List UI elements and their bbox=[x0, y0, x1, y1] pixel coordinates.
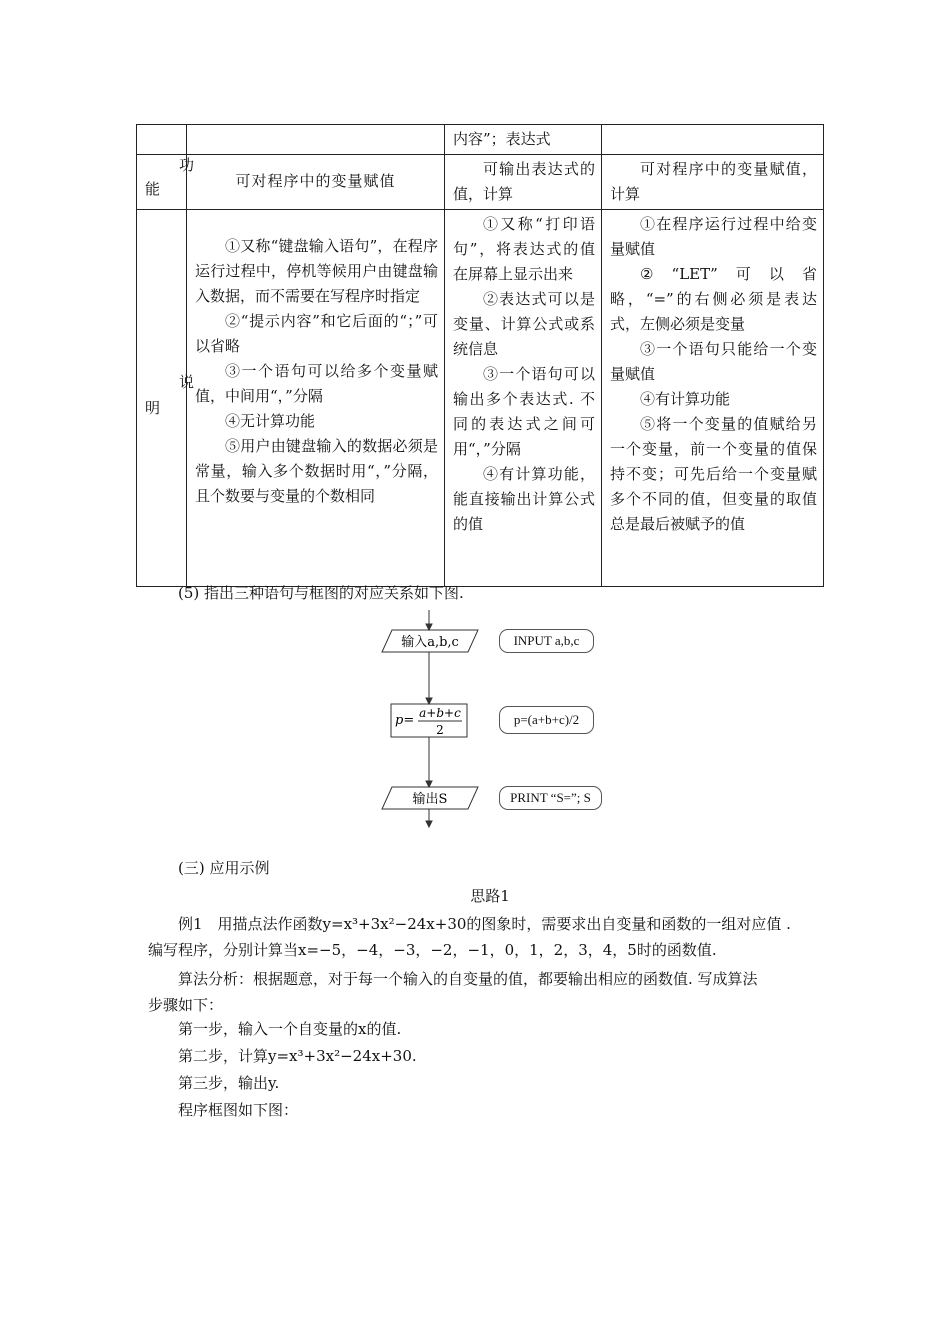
note-item: ①又称“键盘输入语句”，在程序运行过程中，停机等候用户由键盘输入数据，而不需要在写程序时指定 bbox=[195, 237, 438, 305]
example-line: 例1 用描点法作函数y=x³+3x²−24x+30的图象时，需要求出自变量和函数的一组对应值 . bbox=[178, 915, 791, 933]
input-code-box bbox=[499, 629, 594, 653]
table-cell bbox=[445, 125, 602, 155]
note-item: ①在程序运行过程中给变量赋值 bbox=[610, 215, 817, 258]
arrow-head bbox=[426, 698, 432, 704]
example-line: 编写程序，分别计算当x=−5，−4，−3，−2，−1，0，1，2，3，4，5时的函数值. bbox=[148, 941, 717, 959]
note-item: ⑤将一个变量的值赋给另一个变量，前一个变量的值保持不变；可先后给一个变量赋多个不同的值，但变量的取值总是最后被赋予的值 bbox=[610, 415, 817, 533]
assign-lhs: p= bbox=[395, 713, 415, 728]
row-label-char: 功 bbox=[179, 156, 195, 174]
table-cell bbox=[187, 125, 445, 155]
note-item: ①又称“打印语句”，将表达式的值在屏幕上显示出来 bbox=[453, 215, 595, 283]
step-line: 第三步，输出y. bbox=[178, 1074, 280, 1092]
table-cell bbox=[445, 210, 602, 587]
note-item: ③一个语句可以给多个变量赋值，中间用“，”分隔 bbox=[195, 362, 438, 405]
cell-text: 内容”；表达式 bbox=[453, 130, 551, 148]
note-item: ②“提示内容”和它后面的“；”可以省略 bbox=[195, 312, 438, 355]
arrow-head bbox=[426, 781, 432, 787]
output-code-text: PRINT “S=”; S bbox=[510, 790, 591, 805]
cell-text: 可输出表达式的值，计算 bbox=[453, 160, 595, 203]
assign-code-text: p=(a+b+c)/2 bbox=[513, 712, 580, 727]
assign-denominator: 2 bbox=[436, 723, 444, 737]
row-label-char: 能 bbox=[145, 180, 161, 198]
input-code-text: INPUT a,b,c bbox=[513, 633, 580, 648]
table-cell bbox=[137, 125, 187, 155]
arrow-head bbox=[426, 624, 432, 630]
statement-comparison-table bbox=[136, 124, 824, 587]
assign-code-box bbox=[499, 706, 594, 734]
note-item: ④无计算功能 bbox=[225, 412, 316, 430]
table-cell bbox=[187, 210, 445, 587]
table-cell bbox=[602, 125, 824, 155]
note-item: ④有计算功能 bbox=[640, 390, 731, 408]
table-cell bbox=[602, 155, 824, 210]
row-label-char: 说 bbox=[179, 373, 195, 391]
note-item: ③一个语句只能给一个变量赋值 bbox=[610, 340, 817, 383]
figure-caption: (5) 指出三种语句与框图的对应关系如下图. bbox=[178, 584, 464, 602]
row-label-cell bbox=[137, 210, 195, 587]
note-item: ③一个语句可以输出多个表达式. 不同的表达式之间可用“，”分隔 bbox=[453, 365, 595, 458]
arrow-head bbox=[426, 821, 432, 827]
note-item: ⑤用户由键盘输入的数据必须是常量，输入多个数据时用“，”分隔，且个数要与变量的个数相同 bbox=[195, 437, 438, 505]
note-item: ②“LET”可以省略，“=”的右侧必须是表达式，左侧必须是变量 bbox=[610, 265, 817, 333]
output-box-label: 输出S bbox=[412, 792, 448, 807]
input-box-label: 输入a,b,c bbox=[401, 635, 459, 650]
subtitle: 思路1 bbox=[470, 887, 510, 905]
table-cell bbox=[187, 155, 445, 210]
step-line: 第一步，输入一个自变量的x的值. bbox=[178, 1020, 402, 1038]
cell-text: 可对程序中的变量赋值 bbox=[235, 172, 396, 190]
example-line: 步骤如下： bbox=[148, 996, 224, 1014]
table-row bbox=[137, 210, 824, 587]
table-cell bbox=[602, 210, 824, 587]
closing-line: 程序框图如下图： bbox=[178, 1101, 299, 1119]
step-line: 第二步，计算y=x³+3x²−24x+30. bbox=[178, 1047, 417, 1065]
row-label-cell bbox=[137, 155, 195, 210]
cell-text: 可对程序中的变量赋值，计算 bbox=[610, 160, 817, 203]
example-line: 算法分析：根据题意，对于每一个输入的自变量的值，都要输出相应的函数值. 写成算法 bbox=[178, 970, 758, 988]
table-cell bbox=[445, 155, 602, 210]
note-item: ④有计算功能，能直接输出计算公式的值 bbox=[453, 465, 595, 533]
row-label-char: 明 bbox=[145, 399, 161, 417]
table-row bbox=[137, 155, 824, 210]
section-heading: (三) 应用示例 bbox=[178, 859, 270, 877]
table-row bbox=[137, 125, 824, 155]
output-code-box bbox=[499, 786, 602, 810]
assign-numerator: a+b+c bbox=[419, 706, 461, 720]
note-item: ②表达式可以是变量、计算公式或系统信息 bbox=[453, 290, 595, 358]
